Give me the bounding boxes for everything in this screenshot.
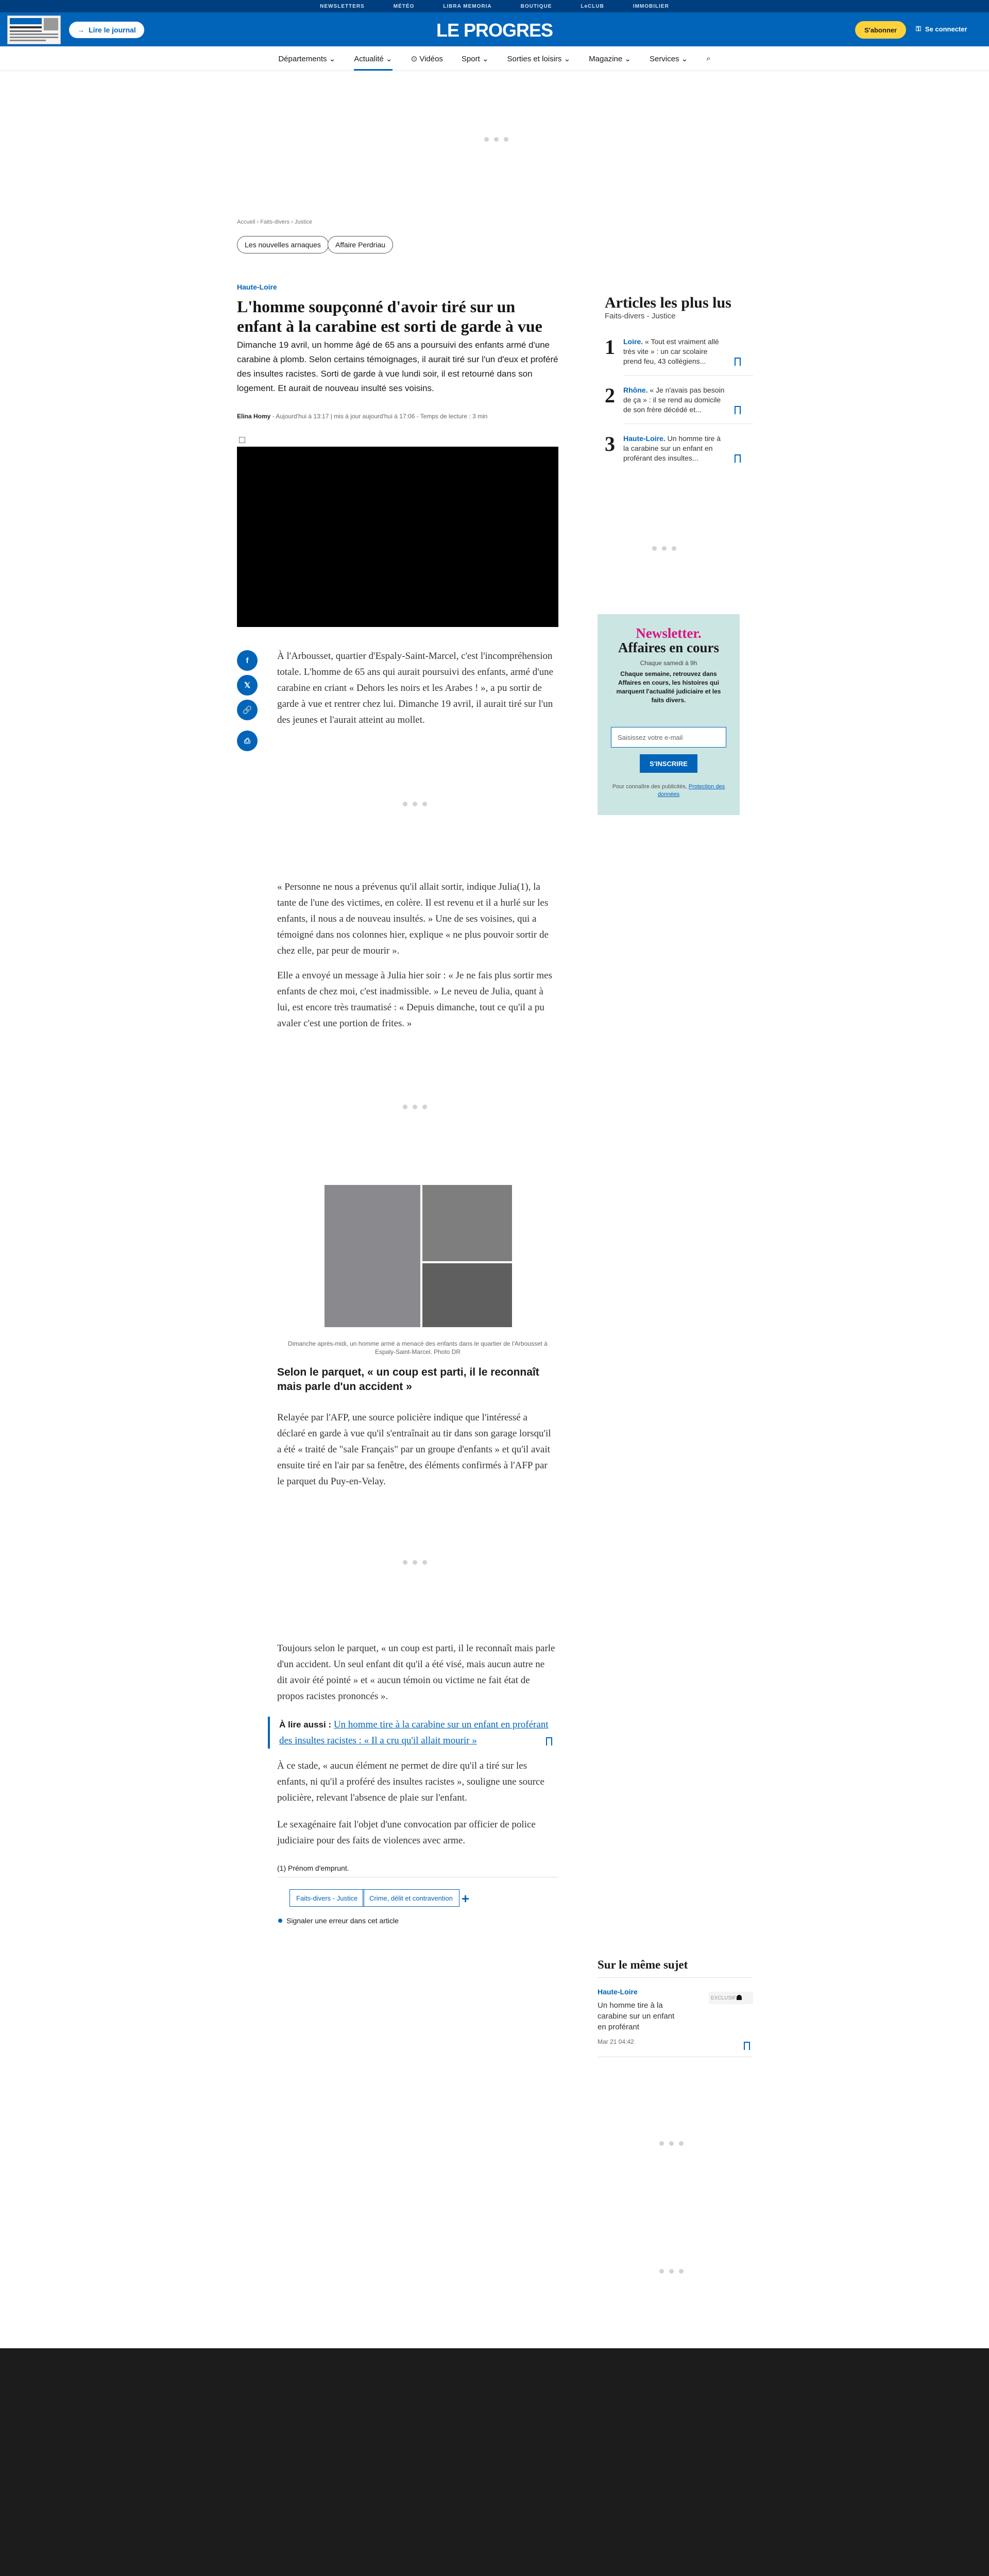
newsletter-title: Affaires en cours: [618, 640, 719, 655]
article-title: L'homme soupçonné d'avoir tiré sur un enfant à la carabine est sorti de garde à vue: [237, 297, 542, 335]
tag-faits-divers[interactable]: Faits-divers - Justice: [289, 1889, 364, 1907]
report-error-link[interactable]: Signaler une erreur dans cet article: [278, 1917, 399, 1925]
same-subject-headline[interactable]: Un homme tire à la carabine sur un enfant en proférant: [598, 2001, 675, 2031]
most-read-rank: 3: [605, 432, 615, 455]
nav-item-services[interactable]: Services ⌄: [649, 54, 688, 63]
loading-dots-ad-side: [652, 546, 676, 551]
same-subject-kicker[interactable]: Haute-Loire: [598, 1988, 638, 1996]
loading-dots-ad-1: [403, 802, 427, 806]
article-dates: - Aujourd'hui à 13:17 | mis à jour aujourd'hui à 17:06 - Temps de lecture : 3 min: [270, 413, 488, 420]
most-read-subtitle: Faits-divers - Justice: [605, 312, 676, 320]
article-paragraph-4: Relayée par l'AFP, une source policière indique que l'intéressé a déclaré en garde à vue qu'il s'entraînait au tir dans son garage lorsqu'il a été « traité de "sale Français" par un groupe d'enfants » et qu'il avait ensuite tiré en l'air par sa fenêtre, des éléments confirmés à l'AFP par le parquet du Puy-en-Velay.: [277, 1412, 551, 1487]
read-journal-label: Lire le journal: [89, 26, 136, 34]
main-nav: [0, 46, 989, 71]
link-icon[interactable]: 🔗: [237, 700, 258, 720]
topbar-link-meteo[interactable]: MÉTÉO: [393, 3, 415, 9]
divider: [623, 375, 753, 376]
article-photo-left[interactable]: [325, 1185, 420, 1327]
subscribe-button[interactable]: S'abonner: [855, 21, 906, 39]
divider: [623, 423, 753, 424]
same-subject-date: Mar 21 04:42: [598, 2038, 634, 2045]
article-photo-bottom-right[interactable]: [422, 1263, 512, 1327]
chevron-down-icon: ⌄: [329, 54, 336, 63]
nav-item-departements[interactable]: Départements ⌄: [278, 54, 336, 63]
most-read-place: Loire.: [623, 337, 643, 346]
topbar-link-leclub[interactable]: LeCLUB: [581, 3, 604, 9]
most-read-title: Articles les plus lus: [605, 294, 731, 311]
lock-icon: [737, 1995, 742, 2000]
facebook-icon[interactable]: f: [237, 650, 258, 671]
chevron-down-icon: ⌄: [386, 54, 393, 63]
checkbox-icon[interactable]: [239, 437, 245, 443]
top-utility-bar: [0, 0, 989, 12]
site-logo[interactable]: LE PROGRES: [436, 20, 553, 41]
loading-dots-ad-side-3: [659, 2269, 684, 2274]
bookmark-icon[interactable]: [744, 2042, 750, 2050]
nav-item-actualite[interactable]: Actualité ⌄: [354, 47, 392, 71]
topbar-link-newsletters[interactable]: NEWSLETTERS: [320, 3, 365, 9]
print-icon[interactable]: ⎙: [237, 731, 258, 751]
most-read-rank: 1: [605, 335, 615, 359]
arrow-icon: →: [77, 26, 84, 34]
email-field[interactable]: Saisissez votre e-mail: [611, 727, 726, 748]
most-read-rank: 2: [605, 384, 615, 407]
newsletter-kicker: Newsletter.: [636, 625, 702, 641]
newsletter-description: Chaque semaine, retrouvez dans Affaires en cours, les histoires qui marquent l'actualité judiciaire et les faits divers.: [616, 670, 721, 704]
nav-item-sorties[interactable]: Sorties et loisirs ⌄: [507, 54, 571, 63]
bookmark-icon[interactable]: [735, 406, 741, 414]
loading-dots-ad-top: [484, 137, 508, 142]
loading-dots-ad-2: [403, 1105, 427, 1109]
video-player[interactable]: [237, 447, 558, 627]
plus-icon[interactable]: +: [462, 1891, 470, 1906]
dot-icon: [278, 1919, 282, 1923]
nav-item-sport[interactable]: Sport ⌄: [461, 54, 489, 63]
newsletter-footer: Pour connaître des publicités, Protection des données: [612, 784, 725, 798]
divider: [598, 1977, 752, 1978]
article-subheading: Selon le parquet, « un coup est parti, il le reconnaît mais parle d'un accident »: [277, 1366, 539, 1393]
search-icon[interactable]: ⌕: [706, 54, 711, 63]
chevron-down-icon: ⌄: [564, 54, 571, 63]
play-icon: ⊙: [411, 54, 418, 63]
read-also-label: À lire aussi :: [279, 1720, 334, 1730]
login-button[interactable]: [916, 25, 967, 33]
breadcrumb[interactable]: Accueil › Faits-divers › Justice: [237, 219, 313, 225]
topbar-link-immobilier[interactable]: IMMOBILIER: [633, 3, 669, 9]
x-icon[interactable]: 𝕏: [237, 675, 258, 696]
most-read-text: « Je n'avais pas besoin de ça » : il se rend au domicile de son frère décédé et...: [623, 386, 725, 414]
nav-item-magazine[interactable]: Magazine ⌄: [589, 54, 631, 63]
most-read-place: Haute-Loire.: [623, 434, 666, 443]
loading-dots-ad-3: [403, 1560, 427, 1565]
article-lead: Dimanche 19 avril, un homme âgé de 65 ans a poursuivi des enfants armé d'une carabine à plomb. Selon certains témoignages, il aurait tiré sur l'un d'eux et proféré des insultes racistes. Sorti de garde à vue lundi soir, il est retourné dans son logement. Et aurait de nouveau insulté ses voisins.: [237, 340, 558, 393]
most-read-text: Un homme tire à la carabine sur un enfant en proférant des insultes...: [623, 434, 721, 462]
tag-pill-arnaques[interactable]: Les nouvelles arnaques: [237, 236, 329, 253]
privacy-link[interactable]: Protection des données: [657, 784, 725, 798]
article-paragraph-1: À l'Arbousset, quartier d'Espaly-Saint-Marcel, c'est l'incompréhension totale. L'homme de 65 ans qui aurait poursuivi des enfants, armé d'une carabine en criant « Dehors les noirs et les Arabes ! », a pu sortir de garde à vue et rentrer chez lui. Dimanche 19 avril, il aurait tiré sur l'un des jeunes et l'aurait atteint au mollet.: [277, 651, 554, 725]
chevron-down-icon: ⌄: [482, 54, 489, 63]
read-also-block: [268, 1717, 556, 1749]
article-paragraph-2: « Personne ne nous a prévenus qu'il allait sortir, indique Julia(1), la tante de l'une des victimes, en colère. Il est revenu et il a hurlé sur les enfants, il nous a de nouveau insultés. » Une de ses voisines, qui a témoigné dans nos colonnes hier, explique « ne plus pouvoir sortir de chez elle, par peur de mourir ».: [277, 882, 549, 956]
nav-item-videos[interactable]: ⊙ Vidéos: [411, 54, 443, 63]
user-key-icon: ⚿: [916, 25, 921, 32]
loading-dots-ad-side-2: [659, 2141, 684, 2146]
bookmark-icon[interactable]: [735, 358, 741, 366]
article-paragraph-7: Le sexagénaire fait l'objet d'une convocation par officier de police judiciaire pour des faits de violences avec arme.: [277, 1819, 536, 1846]
article-author[interactable]: Elina Homy: [237, 413, 271, 420]
login-label: Se connecter: [925, 25, 967, 33]
article-paragraph-5: Toujours selon le parquet, « un coup est parti, il le reconnaît mais parle d'un accident. Un seul enfant dit qu'il a été visé, mais aucun autre ne dit avoir été pointé » et « aucun témoin ou victime ne fait état de propos racistes prononcés ».: [277, 1643, 555, 1702]
topbar-link-boutique[interactable]: BOUTIQUE: [520, 3, 552, 9]
same-subject-title: Sur le même sujet: [598, 1958, 688, 1971]
bookmark-icon[interactable]: [546, 1737, 552, 1745]
site-footer: [0, 2348, 989, 2576]
photo-caption: Dimanche après-midi, un homme armé a menacé des enfants dans le quartier de l'Arbousset à Espaly-Saint-Marcel. Photo DR: [288, 1340, 548, 1355]
article-paragraph-3: Elle a envoyé un message à Julia hier soir : « Je ne fais plus sortir mes enfants de chez moi, c'est inadmissible. » Le neveu de Julia, quant à lui, est encore très traumatisé : « Depuis dimanche, tout ce qu'il a pu avaler c'est une portion de frites. »: [277, 970, 552, 1029]
chevron-down-icon: ⌄: [681, 54, 688, 63]
newsletter-subscribe-button[interactable]: S'INSCRIRE: [640, 754, 697, 773]
newsletter-frequency: Chaque samedi à 9h: [640, 659, 697, 667]
article-meta: [237, 413, 487, 420]
newsletter-box: [598, 614, 740, 815]
site-header: [0, 12, 989, 46]
topbar-link-libra-memoria[interactable]: LIBRA MEMORIA: [443, 3, 492, 9]
most-read-place: Rhône.: [623, 386, 648, 394]
article-paragraph-6: À ce stade, « aucun élément ne permet de dire qu'il a tiré sur les enfants, ni qu'il a proféré des insultes racistes », souligne une source policière, relevant l'absence de plaie sur l'enfant.: [277, 1760, 544, 1803]
article-footnote: (1) Prénom d'emprunt.: [277, 1864, 349, 1872]
read-also-link[interactable]: Un homme tire à la carabine sur un enfant en proférant des insultes racistes : « Il a cru qu'il allait mourir »: [279, 1719, 549, 1746]
bookmark-icon[interactable]: [735, 454, 741, 463]
same-subject-thumbnail[interactable]: EXCLUSIF: [709, 1992, 753, 2004]
most-read-text: « Tout est vraiment allé très vite » : un car scolaire prend feu, 43 collégiens...: [623, 337, 719, 365]
article-photo-top-right[interactable]: [422, 1185, 512, 1261]
chevron-down-icon: ⌄: [624, 54, 631, 63]
tag-crime-delit[interactable]: Crime, délit et contravention: [363, 1889, 459, 1907]
article-kicker[interactable]: Haute-Loire: [237, 283, 277, 291]
tag-pill-perdriau[interactable]: Affaire Perdriau: [328, 236, 393, 253]
